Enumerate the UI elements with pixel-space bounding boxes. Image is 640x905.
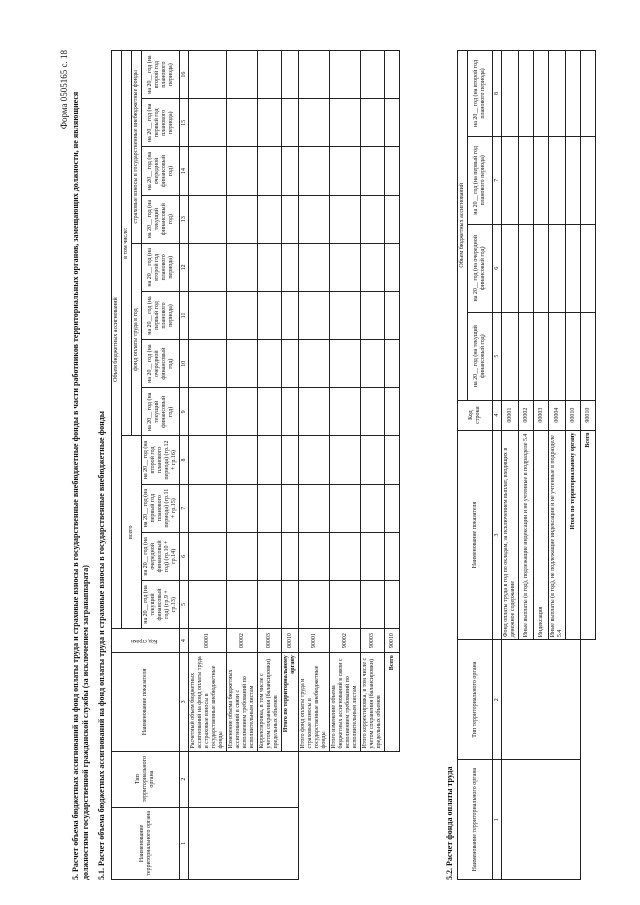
row-code: 00010 [566,400,581,430]
col-header-code [112,629,180,653]
cell-org-name [502,760,581,880]
section-heading: 5. Расчет объема бюджетных ассигнований на фонд оплаты труда и страховые взносы в государственные внебюджетные фонды в части работников территориальных органов, замещающих должности, не являющиеся должностями государственной гражданской службы (за исключением загранаппарата) [71,91,90,880]
col-header-year: на 20__ год (на второй год планового периода) (гр.12 + гр.16) [142,436,180,484]
total-label: Всего [581,430,596,640]
col-header-ins: страховые взносы в государственные внебюджетные фонды [132,51,142,244]
col-header-org-type: Тип территориального органа [458,640,493,760]
row-label: Итого изменение объема бюджетных ассигнований в связи с исполнением требований по исполнительным листам [330,653,361,751]
row-code: 00002 [519,400,534,430]
col-header-year: на 20__ год (на второй год планового периода) [142,243,180,291]
row-label: Итого корректировка, в том числе с учетом сохранения (балансировки) предельных объемов [361,653,385,751]
col-num: 6 [493,224,502,312]
col-num: 3 [180,653,189,751]
col-header-indicator: Наименование показателя [458,430,493,640]
col-num: 5 [180,580,189,628]
total-row [581,51,596,880]
col-num: 11 [180,291,189,339]
column-numbers-row [493,51,502,880]
subsection-5-2-title: 5.2. Расчет фонда оплаты труда [445,766,454,880]
row-code: 00001 [502,400,519,430]
col-num: 14 [180,147,189,195]
table-5-2 [457,50,596,880]
col-header-volume: Объем бюджетных ассигнований [112,51,122,629]
row-code: 00010 [282,629,299,653]
col-header-year: на 20__ год (на текущий финансовый год) [468,312,493,400]
col-header-org-name: Наименование территориального органа [458,760,493,880]
col-num: 4 [493,400,502,430]
row-code: 00001 [189,629,227,653]
col-num: 7 [180,484,189,532]
col-num: 2 [180,751,189,807]
row-label: Иные выплаты (в год), не подлежащие индексации и не учтенные в подразделе 5.4 [549,430,566,640]
col-header-year: на 20__ год (на очередной финансовый год) [142,340,180,388]
row-label: Итого фонд оплаты труда и страховые взносы в государственные внебюджетные фонды [299,653,330,751]
row-label: Иные выплаты (в год), подлежащие индексации и не учтенные в подразделе 5.4 [519,430,534,640]
table-row [299,51,330,880]
row-label: Корректировка, в том числе с учетом сохранения (балансировки) предельных объемов [258,653,282,751]
total-code: 90010 [581,400,596,430]
row-code: 00003 [534,400,549,430]
col-header-year: на 20__ год (на текущий финансовый год) [142,388,180,436]
row-label: Расчетный объем бюджетных ассигнований на фонд оплаты труда и страховые взносы в государственные внебюджетные фонды [189,653,227,751]
col-num: 8 [180,436,189,484]
col-num: 15 [180,99,189,147]
col-header-year: на 20__ год (на второй год планового периода) [142,51,180,99]
col-header-indicator: Наименование показателя [112,653,180,751]
col-num: 9 [180,388,189,436]
col-num: 12 [180,243,189,291]
col-header-year: на 20__ год (на первый год планового периода) [142,99,180,147]
col-header-fot: фонд оплаты труда в год [132,243,142,436]
row-label: Итого по территориальному органу [282,653,299,751]
col-header-year: на 20__ год (на очередной финансовый год) [142,147,180,195]
row-code: 00003 [258,629,282,653]
col-header-total: всего [122,436,142,629]
col-num: 16 [180,51,189,99]
col-header-year: на 20__ год (на второй год планового периода) [468,51,493,137]
col-header-incl: в том числе: [122,51,132,436]
col-num: 2 [493,640,502,760]
row-label: Изменение объема бюджетных ассигнований в связи с исполнением требований по исполнительным листам [227,653,258,751]
total-label: Всего [385,653,400,751]
col-header-year: на 20__ год (на первый год планового периода) [468,136,493,224]
row-code: 90001 [299,629,330,653]
cell-org-name [189,807,299,879]
cell-org-type [189,751,299,807]
col-num: 3 [493,430,502,640]
col-num: 1 [180,807,189,879]
table-row [330,51,361,880]
row-label: Индексация [534,430,549,640]
col-header-year: на 20__ год (на первый год планового периода) [142,291,180,339]
col-num: 7 [493,136,502,224]
col-num: 10 [180,340,189,388]
total-row [385,51,400,880]
row-label: Фонд оплаты труда в год по окладам, за исключением выплат, входящих в денежное содержание [502,430,519,640]
col-header-code-label: Код строки [130,637,158,644]
col-header-year: на 20__ год (на текущий финансовый год) (гр.9 + гр.13) [142,580,180,628]
col-header-year: на 20__ год (на текущий финансовый год) [142,195,180,243]
row-code: 90003 [361,629,385,653]
col-header-code: Код строки [458,400,493,430]
row-code: 00004 [549,400,566,430]
table-row [502,51,519,880]
col-header-year: на 20__ год (на очередной финансовый год) [468,224,493,312]
rotated-form [57,50,617,880]
subsection-5-1-title: 5.1. Расчет объема бюджетных ассигнований на фонд оплаты труда и страховые взносы в государственные внебюджетные фонды [97,410,106,880]
row-code: 00002 [227,629,258,653]
table-row [361,51,385,880]
col-header-org-name: Наименование территориального органа [112,807,180,879]
row-label: Итого по территориальному органу [566,430,581,640]
col-header-year: на 20__ год (на очередной финансовый год) (гр.10 + гр.14) [142,532,180,580]
row-code: 90002 [330,629,361,653]
col-header-org-type: Тип территориального органа [112,751,180,807]
col-num: 1 [493,760,502,880]
col-num: 6 [180,532,189,580]
col-num: 5 [493,312,502,400]
table-5-1 [111,50,400,880]
column-numbers-row [180,51,189,880]
cell-org-type [502,640,581,760]
col-num: 8 [493,51,502,137]
form-code: Форма 0505165 с. 18 [59,50,69,130]
table-row [189,51,227,880]
col-header-volume: Объем бюджетных ассигнований [458,51,468,401]
col-header-year: на 20__ год (на первый год планового периода) (гр.11 + гр.15) [142,484,180,532]
col-num: 13 [180,195,189,243]
total-code: 90010 [385,629,400,653]
col-num: 4 [180,629,189,653]
